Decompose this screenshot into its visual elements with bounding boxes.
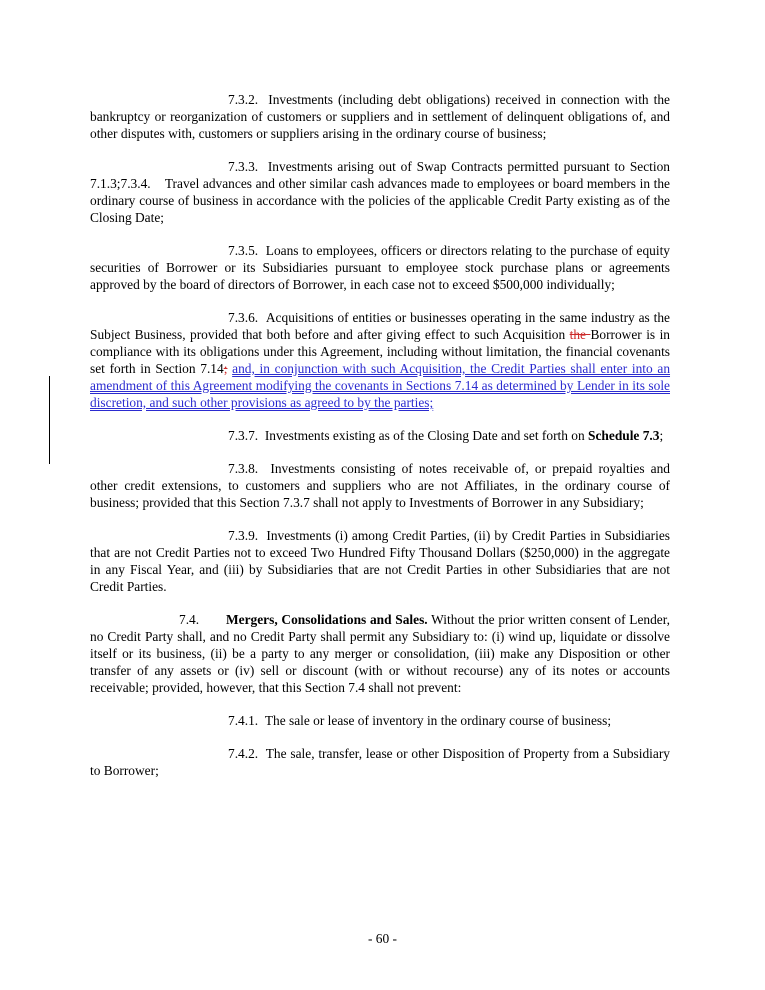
- section-number: 7.3.9.: [228, 528, 259, 543]
- section-number: 7.4.1.: [228, 713, 259, 728]
- section-text: Investments arising out of Swap Contracts permitted pursuant to Section 7.1.3;7.3.4. Travel advances and other similar cash advances made to employees or board members in the ordinary course of business in accordance with the policies of the applicable Credit Party existing as of the Closing Date;: [90, 159, 674, 225]
- section-7-3-6: [90, 309, 670, 411]
- section-text: Borrower is in compliance with its obligations under this Agreement, including without limitation, the financial covenants set forth in Section 7.14: [90, 327, 670, 376]
- schedule-reference: Schedule 7.3: [588, 428, 660, 443]
- section-7-3-9: [90, 527, 670, 595]
- section-text: The sale or lease of inventory in the ordinary course of business;: [264, 713, 612, 728]
- section-text: Without the prior written consent of Lender, no Credit Party shall, and no Credit Party shall permit any Subsidiary to: (i) wind up, liquidate or dissolve itself or its business, (ii) be a party to any merger or consolidation, (iii) make any Disposition or other transfer of any assets or (iv) sell or discount (with or without recourse) any of its notes or accounts receivable; provided, however, that this Section 7.4 shall not prevent:: [90, 612, 670, 695]
- section-7-4: [90, 611, 670, 696]
- section-heading: Mergers, Consolidations and Sales.: [226, 612, 428, 627]
- section-text: Investments (i) among Credit Parties, (ii) by Credit Parties in Subsidiaries that are not Credit Parties not to exceed Two Hundred Fifty Thousand Dollars ($250,000) in the aggregate in any Fiscal Year, and (iii) by Subsidiaries that are not Credit Parties in other Subsidiaries that are not Credit Parties.: [90, 528, 671, 594]
- section-number: 7.3.2.: [228, 92, 259, 107]
- page-number: - 60 -: [367, 931, 397, 946]
- section-text: The sale, transfer, lease or other Disposition of Property from a Subsidiary to Borrower;: [90, 746, 670, 778]
- section-number: 7.4.: [179, 612, 200, 627]
- section-text: Acquisitions of entities or businesses operating in the same industry as the Subject Business, provided that both before and after giving effect to such Acquisition: [90, 310, 670, 342]
- section-text-tail: ;: [659, 428, 664, 443]
- section-number: 7.3.5.: [228, 243, 259, 258]
- deleted-text: the: [569, 327, 591, 342]
- section-number: 7.4.2.: [228, 746, 259, 761]
- section-number: 7.3.7.: [228, 428, 259, 443]
- section-text: Investments (including debt obligations) received in connection with the bankruptcy or reorganization of customers or suppliers and in settlement of delinquent obligations of, and other disputes with, customers or suppliers arising in the ordinary course of business;: [90, 92, 671, 141]
- section-7-3-5: [90, 242, 670, 293]
- section-7-3-8: [90, 460, 670, 511]
- revision-change-bar: [49, 376, 50, 464]
- section-text: Investments consisting of notes receivable of, or prepaid royalties and other credit extensions, to customers and suppliers who are not Affiliates, in the ordinary course of business; provided that this Section 7.3.7 shall not apply to Investments of Borrower in any Subsidiary;: [90, 461, 670, 510]
- section-7-3-7: [90, 427, 670, 444]
- section-number: 7.3.6.: [228, 310, 259, 325]
- section-number: 7.3.3.: [228, 159, 259, 174]
- deleted-text: ;: [223, 361, 228, 376]
- section-text: Investments existing as of the Closing Date and set forth on: [264, 428, 589, 443]
- section-number: 7.3.8.: [228, 461, 259, 476]
- section-7-3-2: [90, 91, 670, 142]
- section-7-4-2: [90, 745, 670, 779]
- inserted-text: and, in conjunction with such Acquisition, the Credit Parties shall enter into an amendment of this Agreement modifying the covenants in Sections 7.14 as determined by Lender in its sole discretion, and such other provisions as agreed to by the parties;: [90, 361, 671, 410]
- section-7-4-1: [90, 712, 670, 729]
- section-7-3-3: [90, 158, 674, 226]
- section-text: Loans to employees, officers or directors relating to the purchase of equity securities of Borrower or its Subsidiaries pursuant to employee stock purchase plans or agreements approved by the board of directors of Borrower, in each case not to exceed $500,000 individually;: [90, 243, 670, 292]
- document-body: [90, 91, 674, 779]
